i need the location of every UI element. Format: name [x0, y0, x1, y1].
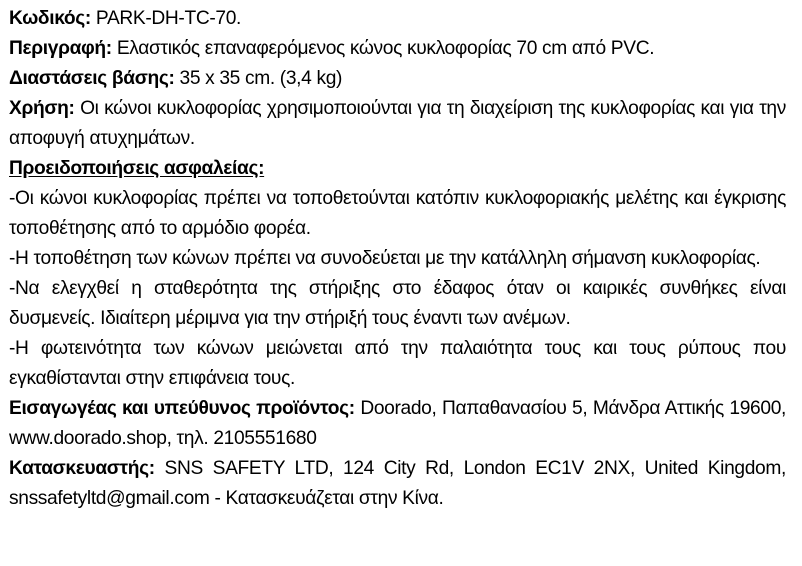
product-info-document	[9, 4, 786, 514]
product-code-value: PARK-DH-TC-70.	[90, 8, 241, 29]
manufacturer-value: SNS SAFETY LTD, 124 City Rd, London EC1V 2NX, United Kingdom, snssafetyltd@gmail.com - Κατασκευάζεται στην Κίνα.	[9, 458, 786, 509]
usage-value: Οι κώνοι κυκλοφορίας χρησιμοποιούνται για τη διαχείριση της κυκλοφορίας και για την αποφυγή ατυχημάτων.	[9, 98, 786, 149]
warning-item: -Οι κώνοι κυκλοφορίας πρέπει να τοποθετούνται κατόπιν κυκλοφοριακής μελέτης και έγκρισης τοποθέτησης από το αρμόδιο φορέα.	[9, 188, 786, 239]
description-label: Περιγραφή:	[9, 38, 112, 59]
usage-paragraph	[9, 94, 786, 154]
importer-label: Εισαγωγέας και υπεύθυνος προϊόντος:	[9, 398, 355, 419]
description-value: Ελαστικός επαναφερόμενος κώνος κυκλοφορίας 70 cm από PVC.	[111, 38, 655, 59]
description-line	[9, 34, 786, 64]
warning-item: -Η φωτεινότητα των κώνων μειώνεται από την παλαιότητα τους και τους ρύπους που εγκαθίστανται στην επιφάνεια τους.	[9, 338, 786, 389]
safety-warnings-title: Προειδοποιήσεις ασφαλείας:	[9, 158, 265, 179]
warning-item: -Να ελεγχθεί η σταθερότητα της στήριξης στο έδαφος όταν οι καιρικές συνθήκες είναι δυσμενείς. Ιδιαίτερη μέριμνα για την στήριξή τους έναντι των ανέμων.	[9, 278, 786, 329]
usage-label: Χρήση:	[9, 98, 75, 119]
product-code-line	[9, 4, 786, 34]
dimensions-value: 35 x 35 cm. (3,4 kg)	[174, 68, 343, 89]
importer-value: Doorado, Παπαθανασίου 5, Μάνδρα Αττικής 19600, www.doorado.shop, τηλ. 2105551680	[9, 398, 786, 449]
manufacturer-paragraph	[9, 454, 786, 514]
importer-paragraph	[9, 394, 786, 454]
manufacturer-label: Κατασκευαστής:	[9, 458, 155, 479]
dimensions-line	[9, 64, 786, 94]
product-code-label: Κωδικός:	[9, 8, 91, 29]
warning-item: -Η τοποθέτηση των κώνων πρέπει να συνοδεύεται με την κατάλληλη σήμανση κυκλοφορίας.	[9, 248, 761, 269]
dimensions-label: Διαστάσεις βάσης:	[9, 68, 175, 89]
safety-warnings-heading	[9, 154, 786, 184]
